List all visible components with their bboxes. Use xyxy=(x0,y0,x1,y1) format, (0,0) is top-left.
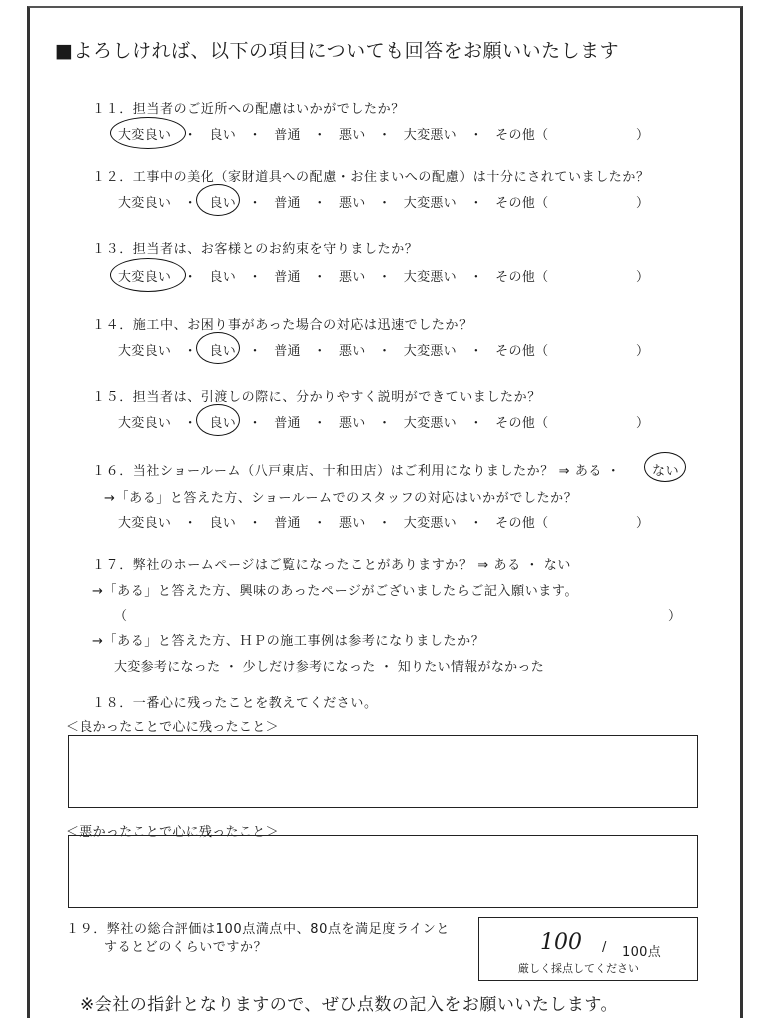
sep: ・ xyxy=(378,128,392,143)
bad-memory-label: ＜悪かったことで心に残ったこと＞ xyxy=(66,825,279,840)
sep: ・ xyxy=(248,270,262,285)
question-18-text: １８．一番心に残ったことを教えてください。 xyxy=(92,696,378,711)
option-good[interactable]: 良い xyxy=(209,270,236,285)
question-14-options xyxy=(118,340,548,359)
sep: ・ xyxy=(378,416,392,431)
answer-circle-11 xyxy=(110,117,186,149)
question-19-line1: １９．弊社の総合評価は100点満点中、80点を満足度ラインと xyxy=(66,922,450,937)
close-paren: ） xyxy=(636,516,650,531)
sep: ・ xyxy=(378,196,392,211)
option-bad[interactable]: 悪い xyxy=(338,416,366,431)
option-other[interactable]: その他（ xyxy=(495,344,549,359)
option-normal[interactable]: 普通 xyxy=(274,516,301,531)
sep: ・ xyxy=(469,128,483,143)
sep: ・ xyxy=(378,270,392,285)
sep: ・ xyxy=(183,196,197,211)
option-very-good[interactable]: 大変良い xyxy=(118,128,172,143)
option-very-bad[interactable]: 大変悪い xyxy=(403,416,457,431)
option-good[interactable]: 良い xyxy=(209,128,236,143)
question-16-text: １６．当社ショールーム（八戸東店、十和田店）はご利用になりましたか？ ⇒ ある ・ xyxy=(92,464,621,479)
question-19-line2: するとどのくらいですか？ xyxy=(104,940,268,955)
question-12-options xyxy=(118,192,548,211)
option-very-good[interactable]: 大変良い xyxy=(118,196,172,211)
sep: ・ xyxy=(313,128,327,143)
option-very-bad[interactable]: 大変悪い xyxy=(403,128,457,143)
answer-circle-12 xyxy=(196,184,240,216)
option-good[interactable]: 良い xyxy=(209,516,236,531)
page-header: ■よろしければ、以下の項目についても回答をお願いいたします xyxy=(55,40,620,62)
option-bad[interactable]: 悪い xyxy=(338,196,366,211)
sep: ・ xyxy=(313,416,327,431)
sep: ・ xyxy=(313,516,327,531)
option-bad[interactable]: 悪い xyxy=(338,516,366,531)
question-16-options xyxy=(118,512,548,531)
answer-circle-15 xyxy=(196,404,240,436)
sep: ・ xyxy=(183,270,197,285)
sep: ・ xyxy=(469,344,483,359)
answer-circle-14 xyxy=(196,332,240,364)
option-other[interactable]: その他（ xyxy=(495,416,549,431)
sep: ・ xyxy=(248,344,262,359)
option-normal[interactable]: 普通 xyxy=(274,196,301,211)
sep: ・ xyxy=(183,344,197,359)
sep: ・ xyxy=(183,416,197,431)
option-very-good[interactable]: 大変良い xyxy=(118,416,172,431)
option-very-bad[interactable]: 大変悪い xyxy=(403,196,457,211)
close-paren: ） xyxy=(636,344,650,359)
score-value: 100 xyxy=(540,930,582,955)
question-17-sub2: →「ある」と答えた方、ＨＰの施工事例は参考になりましたか？ xyxy=(92,634,485,649)
sep: ・ xyxy=(469,416,483,431)
question-14-text: １４．施工中、お困り事があった場合の対応は迅速でしたか？ xyxy=(92,318,473,333)
option-normal[interactable]: 普通 xyxy=(274,128,301,143)
question-17-sub1: →「ある」と答えた方、興味のあったページがございましたらご記入願います。 xyxy=(92,584,579,599)
option-no[interactable]: ない xyxy=(652,464,680,479)
score-max: 100点 xyxy=(622,945,662,960)
option-bad[interactable]: 悪い xyxy=(338,270,366,285)
footer-note: ※会社の指針となりますので、ぜひ点数の記入をお願いいたします。 xyxy=(80,995,619,1015)
option-other[interactable]: その他（ xyxy=(495,516,549,531)
sep: ・ xyxy=(183,128,197,143)
option-normal[interactable]: 普通 xyxy=(274,416,301,431)
question-16-sub: →「ある」と答えた方、ショールームでのスタッフの対応はいかがでしたか？ xyxy=(104,491,578,506)
option-very-bad[interactable]: 大変悪い xyxy=(403,344,457,359)
option-good[interactable]: 良い xyxy=(209,416,236,431)
good-memory-box[interactable] xyxy=(68,735,698,808)
option-other[interactable]: その他（ xyxy=(495,128,549,143)
sep: ・ xyxy=(183,516,197,531)
answer-circle-16 xyxy=(644,452,686,482)
question-13-text: １３．担当者は、お客様とのお約束を守りましたか？ xyxy=(92,242,419,257)
bad-memory-box[interactable] xyxy=(68,835,698,908)
option-very-bad[interactable]: 大変悪い xyxy=(403,270,457,285)
option-bad[interactable]: 悪い xyxy=(338,344,366,359)
option-very-good[interactable]: 大変良い xyxy=(118,344,172,359)
open-paren: （ xyxy=(114,609,128,624)
sep: ・ xyxy=(378,344,392,359)
close-paren: ） xyxy=(636,196,650,211)
question-15-options xyxy=(118,412,548,431)
sep: ・ xyxy=(248,196,262,211)
question-17-choices[interactable]: 大変参考になった ・ 少しだけ参考になった ・ 知りたい情報がなかった xyxy=(114,660,545,675)
question-17-text: １７．弊社のホームページはご覧になったことがありますか？ ⇒ ある ・ ない xyxy=(92,558,571,573)
sep: ・ xyxy=(313,196,327,211)
option-normal[interactable]: 普通 xyxy=(274,344,301,359)
option-normal[interactable]: 普通 xyxy=(274,270,301,285)
sep: ・ xyxy=(378,516,392,531)
good-memory-label: ＜良かったことで心に残ったこと＞ xyxy=(66,720,279,735)
score-slash: / xyxy=(602,940,607,955)
sep: ・ xyxy=(313,344,327,359)
close-paren: ） xyxy=(636,128,650,143)
sep: ・ xyxy=(248,128,262,143)
sep: ・ xyxy=(313,270,327,285)
close-paren: ） xyxy=(636,270,650,285)
sep: ・ xyxy=(248,416,262,431)
option-good[interactable]: 良い xyxy=(209,344,236,359)
option-good[interactable]: 良い xyxy=(209,196,236,211)
close-paren: ） xyxy=(636,416,650,431)
option-other[interactable]: その他（ xyxy=(495,270,549,285)
option-other[interactable]: その他（ xyxy=(495,196,549,211)
sep: ・ xyxy=(469,270,483,285)
question-11-text: １１．担当者のご近所への配慮はいかがでしたか？ xyxy=(92,102,405,117)
sep: ・ xyxy=(469,196,483,211)
option-very-good[interactable]: 大変良い xyxy=(118,516,172,531)
question-15-text: １５．担当者は、引渡しの際に、分かりやすく説明ができていましたか？ xyxy=(92,390,541,405)
option-very-good[interactable]: 大変良い xyxy=(118,270,172,285)
close-paren: ） xyxy=(668,609,682,624)
option-very-bad[interactable]: 大変悪い xyxy=(403,516,457,531)
sep: ・ xyxy=(248,516,262,531)
score-note: 厳しく採点してください xyxy=(518,962,639,975)
sep: ・ xyxy=(469,516,483,531)
option-bad[interactable]: 悪い xyxy=(338,128,366,143)
answer-circle-13 xyxy=(110,258,186,292)
question-12-text: １２．工事中の美化（家財道具への配慮・お住まいへの配慮）は十分にされていましたか？ xyxy=(92,170,650,185)
